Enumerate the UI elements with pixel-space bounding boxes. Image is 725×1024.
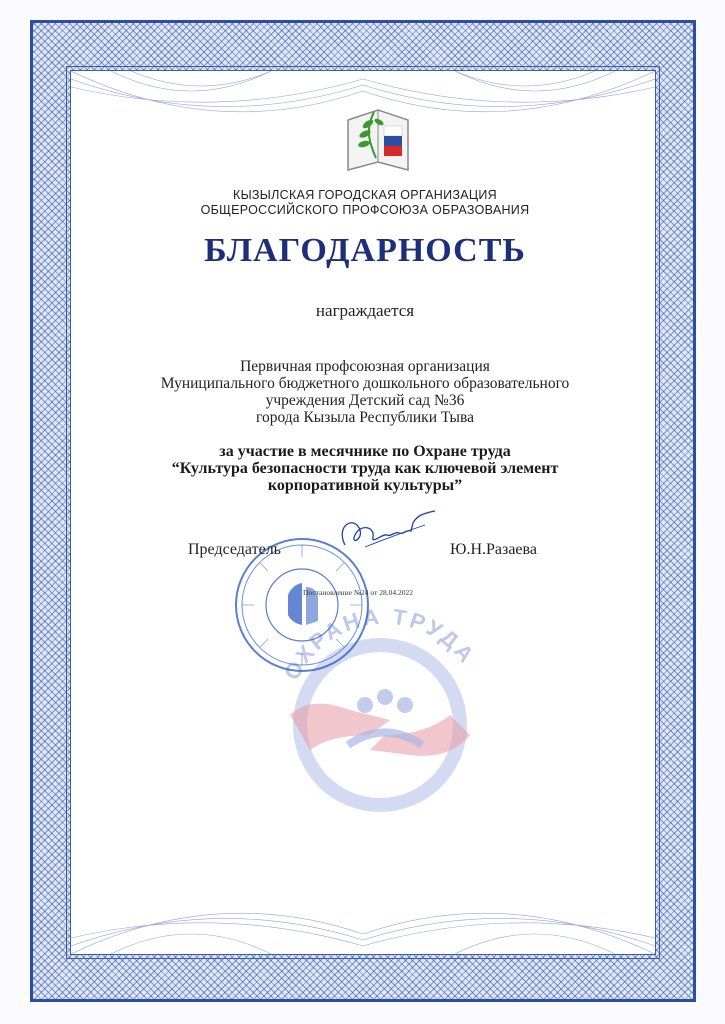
reason-line: “Культура безопасности труда как ключевой элемент (171, 460, 559, 477)
recipient-line: учреждения Детский сад №36 (265, 392, 465, 409)
recipient-line: города Кызыла Республики Тыва (256, 409, 474, 426)
bottom-ornament (71, 884, 655, 954)
organization-name-line2: ОБЩЕРОССИЙСКОГО ПРОФСОЮЗА ОБРАЗОВАНИЯ (200, 203, 530, 217)
recipient-block (100, 358, 630, 426)
emblem-text: ОХРАНА ТРУДА (278, 603, 481, 685)
decree-text: Постановление №24 от 28.04.2022 (303, 588, 413, 597)
signature-icon (325, 505, 445, 565)
reason-block (90, 443, 640, 494)
recipient-line: Первичная профсоюзная организация (240, 358, 490, 375)
organization-name-line1: КЫЗЫЛСКАЯ ГОРОДСКАЯ ОРГАНИЗАЦИЯ (232, 188, 497, 202)
reason-line: корпоративной культуры” (267, 477, 463, 494)
reason-line: за участие в месячнике по Охране труда (219, 443, 511, 460)
signature-role: Председатель (188, 541, 281, 558)
certificate-title: БЛАГОДАРНОСТЬ (204, 232, 526, 269)
union-logo-icon (338, 100, 418, 180)
awarded-label: награждается (315, 301, 415, 320)
recipient-line: Муниципального бюджетного дошкольного образовательного (160, 375, 570, 392)
signer-name: Ю.Н.Разаева (450, 541, 537, 558)
